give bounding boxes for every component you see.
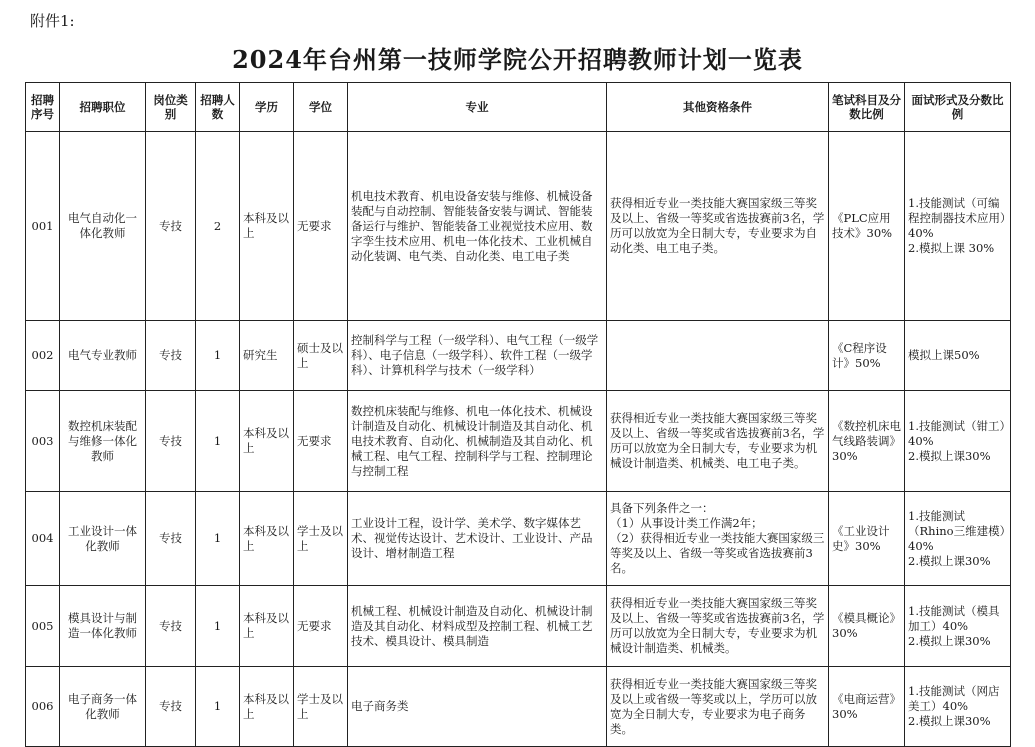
header-seq: 招聘序号 (26, 83, 60, 132)
header-education: 学历 (240, 83, 294, 132)
header-degree: 学位 (294, 83, 348, 132)
cell-category: 专技 (146, 132, 196, 321)
table-row (26, 492, 1011, 586)
header-written: 笔试科目及分数比例 (829, 83, 905, 132)
cell-major: 电子商务类 (348, 667, 607, 747)
cell-position: 电子商务一体化教师 (60, 667, 146, 747)
cell-written: 《PLC应用技术》30% (829, 132, 905, 321)
document-title: 2024年台州第一技师学院公开招聘教师计划一览表 (232, 45, 803, 74)
table-row (26, 132, 1011, 321)
cell-written: 《工业设计史》30% (829, 492, 905, 586)
cell-degree: 学士及以上 (294, 667, 348, 747)
cell-degree: 学士及以上 (294, 492, 348, 586)
table-row (26, 667, 1011, 747)
header-count: 招聘人数 (196, 83, 240, 132)
cell-other: 获得相近专业一类技能大赛国家级三等奖及以上、省级一等奖或省选拔赛前3名，学历可以放宽为全日制大专，专业要求为机械设计制造类、机械类、电工电子类。 (607, 391, 829, 492)
cell-interview: 模拟上课50% (905, 321, 1011, 391)
cell-degree: 无要求 (294, 391, 348, 492)
cell-education: 本科及以上 (240, 132, 294, 321)
cell-major: 机械工程、机械设计制造及自动化、机械设计制造及其自动化、材料成型及控制工程、机械工艺技术、模具设计、模具制造 (348, 586, 607, 667)
cell-count: 1 (196, 667, 240, 747)
cell-count: 1 (196, 391, 240, 492)
cell-seq: 006 (26, 667, 60, 747)
cell-other (607, 321, 829, 391)
cell-interview: 1.技能测试（钳工）40% 2.模拟上课30% (905, 391, 1011, 492)
cell-education: 本科及以上 (240, 586, 294, 667)
cell-other: 获得相近专业一类技能大赛国家级三等奖及以上或省级一等奖或以上，学历可以放宽为全日制大专，专业要求为电子商务类。 (607, 667, 829, 747)
cell-count: 2 (196, 132, 240, 321)
cell-count: 1 (196, 586, 240, 667)
cell-degree: 硕士及以上 (294, 321, 348, 391)
cell-interview: 1.技能测试（网店美工）40% 2.模拟上课30% (905, 667, 1011, 747)
cell-category: 专技 (146, 391, 196, 492)
cell-position: 电气专业教师 (60, 321, 146, 391)
cell-seq: 001 (26, 132, 60, 321)
cell-written: 《电商运营》30% (829, 667, 905, 747)
cell-other: 具备下列条件之一： （1）从事设计类工作满2年； （2）获得相近专业一类技能大赛国家级三等奖及以上、省级一等奖或省选拔赛前3名。 (607, 492, 829, 586)
cell-position: 工业设计一体化教师 (60, 492, 146, 586)
header-other: 其他资格条件 (607, 83, 829, 132)
cell-education: 本科及以上 (240, 492, 294, 586)
cell-degree: 无要求 (294, 132, 348, 321)
cell-position: 数控机床装配与维修一体化教师 (60, 391, 146, 492)
header-position: 招聘职位 (60, 83, 146, 132)
cell-seq: 004 (26, 492, 60, 586)
cell-seq: 002 (26, 321, 60, 391)
cell-education: 研究生 (240, 321, 294, 391)
table-row (26, 391, 1011, 492)
header-major: 专业 (348, 83, 607, 132)
cell-written: 《数控机床电气线路装调》30% (829, 391, 905, 492)
cell-major: 机电技术教育、机电设备安装与维修、机械设备装配与自动控制、智能装备安装与调试、智能装备运行与维护、智能装备工业视觉技术应用、数字孪生技术应用、机电一体化技术、工业机械自动化装调、电气类、自动化类、电工电子类 (348, 132, 607, 321)
cell-count: 1 (196, 492, 240, 586)
cell-education: 本科及以上 (240, 391, 294, 492)
cell-other: 获得相近专业一类技能大赛国家级三等奖及以上、省级一等奖或省选拔赛前3名，学历可以放宽为全日制大专，专业要求为自动化类、电工电子类。 (607, 132, 829, 321)
cell-major: 工业设计工程，设计学、美术学、数字媒体艺术、视觉传达设计、艺术设计、工业设计、产品设计、增材制造工程 (348, 492, 607, 586)
cell-category: 专技 (146, 586, 196, 667)
cell-position: 电气自动化一体化教师 (60, 132, 146, 321)
header-category: 岗位类别 (146, 83, 196, 132)
cell-degree: 无要求 (294, 586, 348, 667)
cell-seq: 003 (26, 391, 60, 492)
cell-category: 专技 (146, 321, 196, 391)
cell-seq: 005 (26, 586, 60, 667)
cell-interview: 1.技能测试（可编程控制器技术应用）40% 2.模拟上课 30% (905, 132, 1011, 321)
header-interview: 面试形式及分数比例 (905, 83, 1011, 132)
cell-major: 数控机床装配与维修、机电一体化技术、机械设计制造及自动化、机械设计制造及其自动化、机电技术教育、自动化、机械制造及其自动化、机械工程、电气工程、控制科学与工程、控制理论与控制工程 (348, 391, 607, 492)
cell-interview: 1.技能测试（Rhino三维建模）40% 2.模拟上课30% (905, 492, 1011, 586)
cell-category: 专技 (146, 492, 196, 586)
table-row (26, 321, 1011, 391)
attachment-label: 附件1: (30, 12, 75, 30)
cell-written: 《C程序设计》50% (829, 321, 905, 391)
cell-written: 《模具概论》30% (829, 586, 905, 667)
cell-position: 模具设计与制造一体化教师 (60, 586, 146, 667)
recruitment-plan-table (25, 82, 1011, 747)
cell-major: 控制科学与工程（一级学科）、电气工程（一级学科）、电子信息（一级学科）、软件工程（一级学科）、计算机科学与技术（一级学科） (348, 321, 607, 391)
table-row (26, 586, 1011, 667)
cell-count: 1 (196, 321, 240, 391)
cell-education: 本科及以上 (240, 667, 294, 747)
cell-category: 专技 (146, 667, 196, 747)
header-row (26, 83, 1011, 132)
cell-other: 获得相近专业一类技能大赛国家级三等奖及以上、省级一等奖或省选拔赛前3名，学历可以放宽为全日制大专，专业要求为机械设计制造类、机械类。 (607, 586, 829, 667)
cell-interview: 1.技能测试（模具加工）40% 2.模拟上课30% (905, 586, 1011, 667)
